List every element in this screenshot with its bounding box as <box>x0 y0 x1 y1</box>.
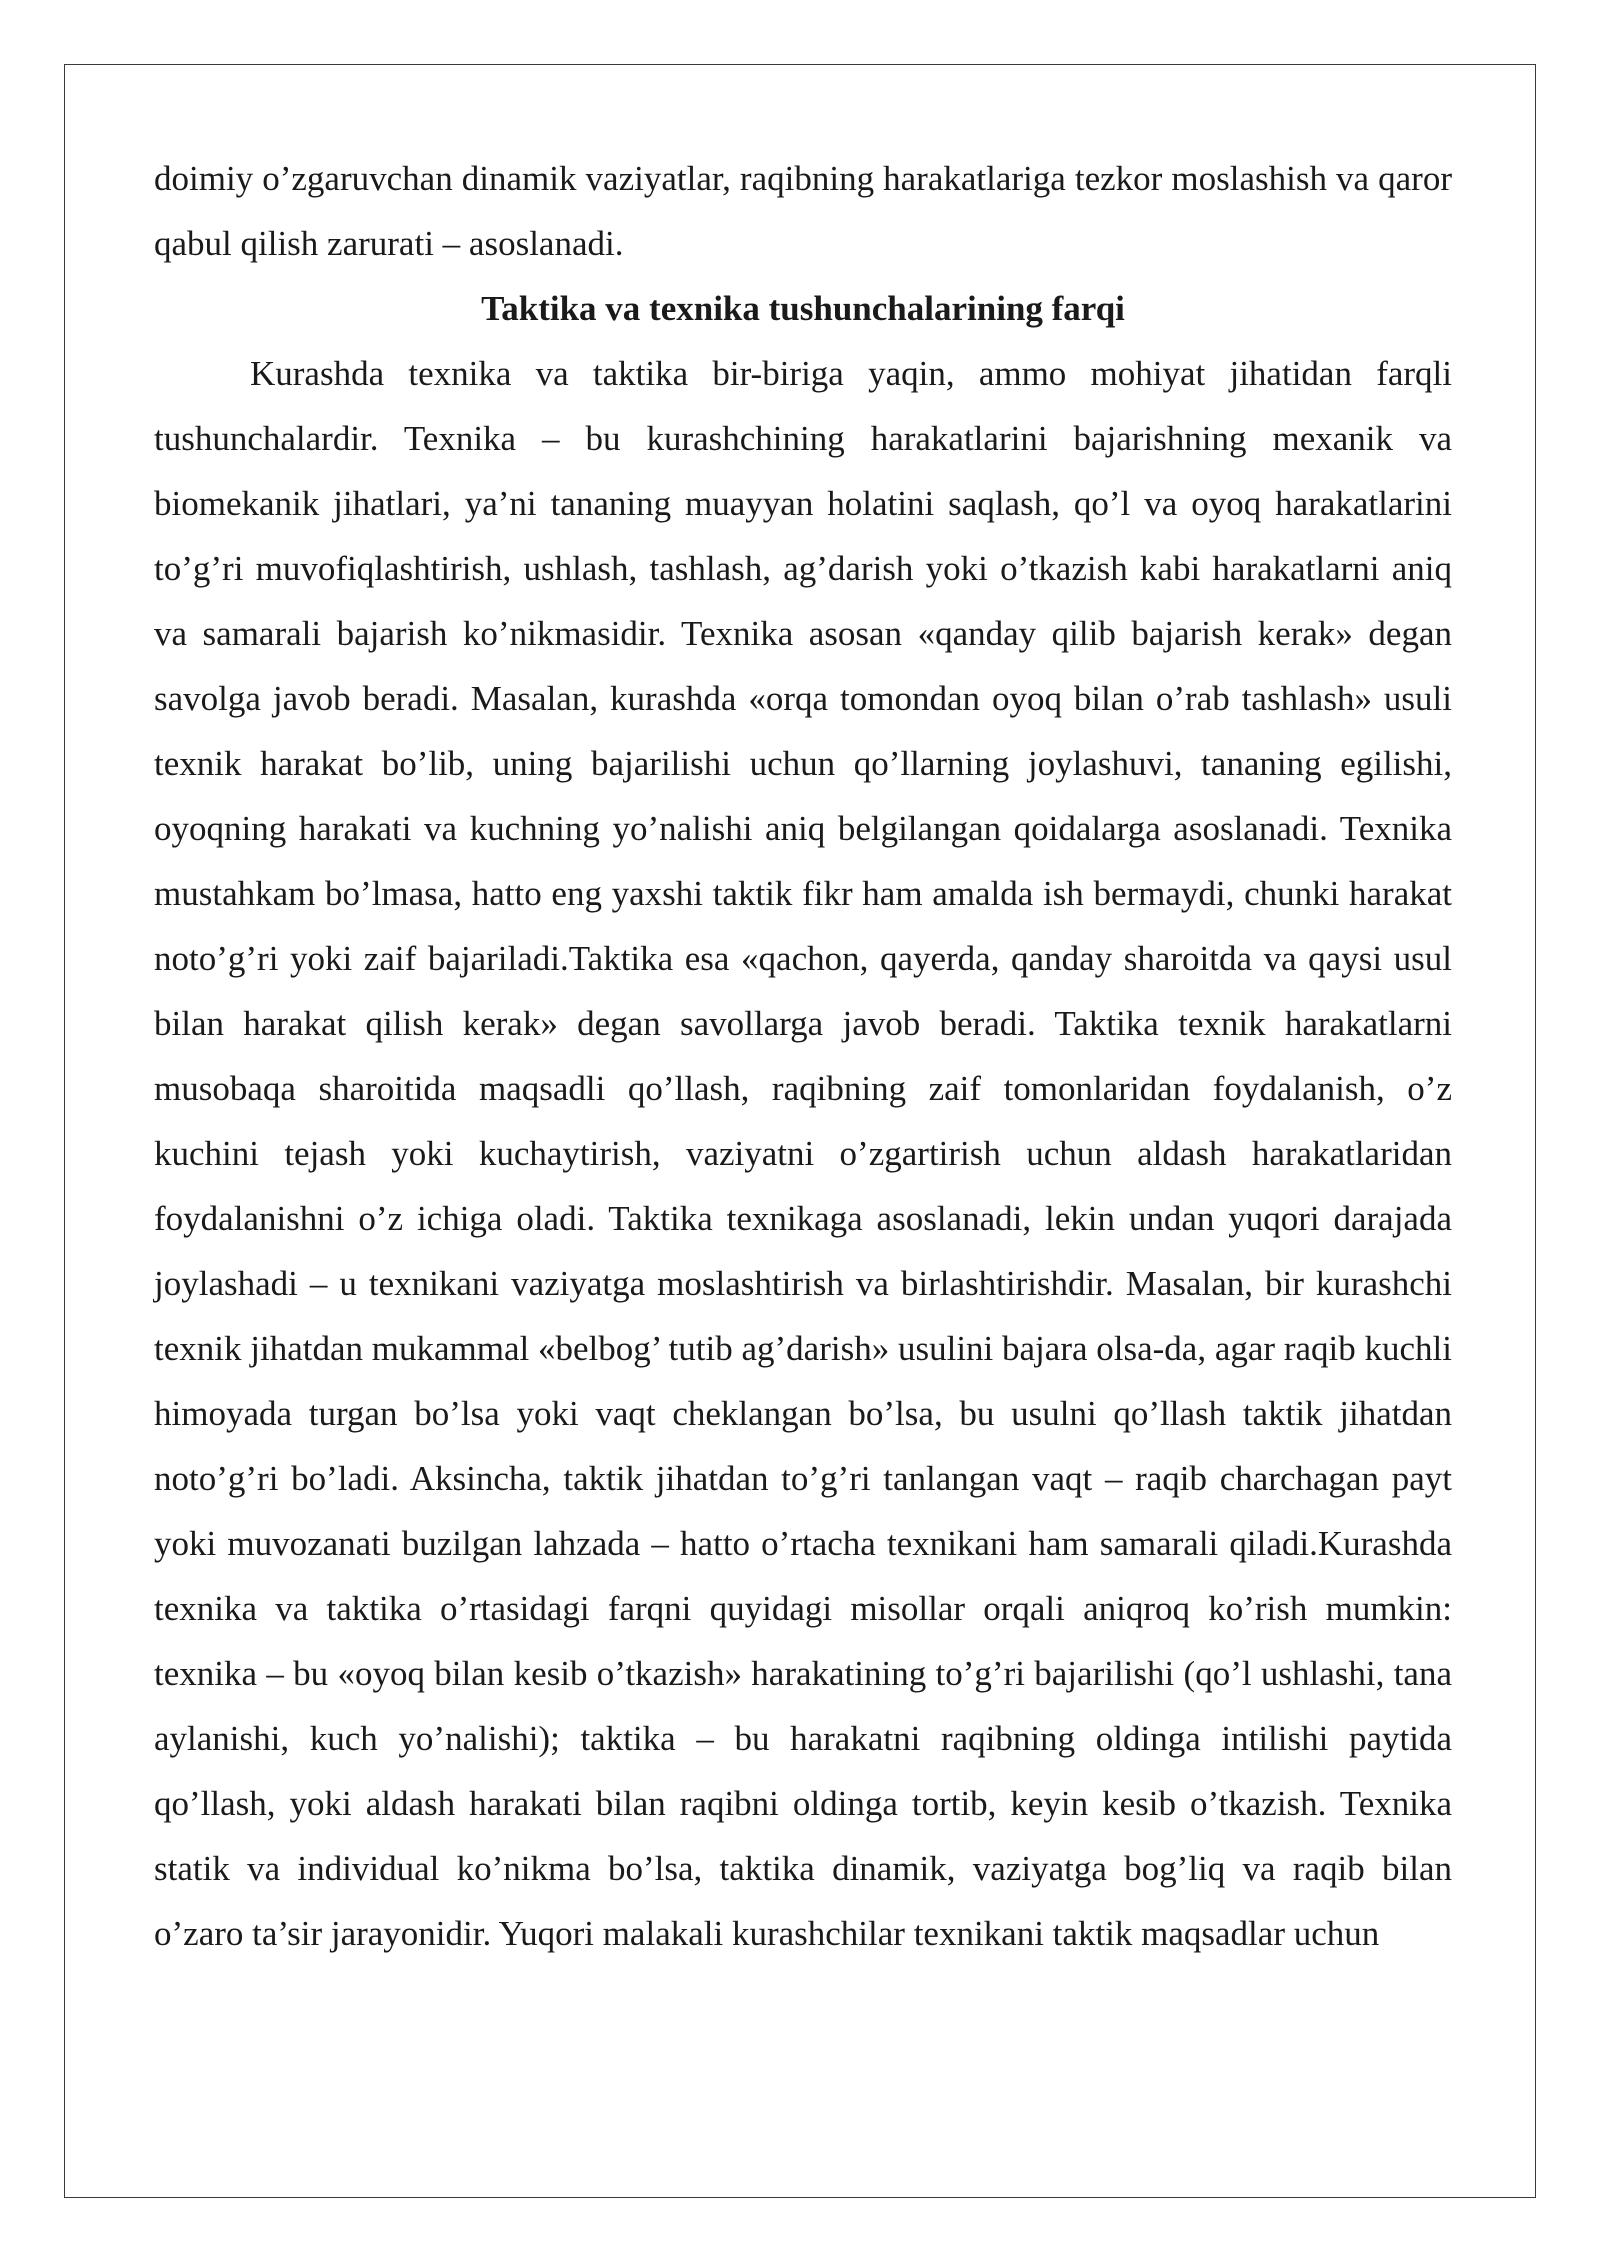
section-heading: Taktika va texnika tushunchalarining farqi <box>481 289 1125 328</box>
body-paragraph: Kurashda texnika va taktika bir-biriga yaqin, ammo mohiyat jihatidan farqli tushunchalardir. Texnika – bu kurashchining harakatlarini bajarishning mexanik va biomekanik jihatlari, ya’ni tananing muayyan holatini saqlash, qo’l va oyoq harakatlarini to’g’ri muvofiqlashtirish, ushlash, tashlash, ag’darish yoki o’tkazish kabi harakatlarni aniq va samarali bajarish ko’nikmasidir. Texnika asosan «qanday qilib bajarish kerak» degan savolga javob beradi. Masalan, kurashda «orqa tomondan oyoq bilan o’rab tashlash» usuli texnik harakat bo’lib, uning bajarilishi uchun qo’llarning joylashuvi, tananing egilishi, oyoqning harakati va kuchning yo’nalishi aniq belgilangan qoidalarga asoslanadi. Texnika mustahkam bo’lmasa, hatto eng yaxshi taktik fikr ham amalda ish bermaydi, chunki harakat noto’g’ri yoki zaif bajariladi.Taktika esa «qachon, qayerda, qanday sharoitda va qaysi usul bilan harakat qilish kerak» degan savollarga javob beradi. Taktika texnik harakatlarni musobaqa sharoitida maqsadli qo’llash, raqibning zaif tomonlaridan foydalanish, o’z kuchini tejash yoki kuchaytirish, vaziyatni o’zgartirish uchun aldash harakatlaridan foydalanishni o’z ichiga oladi. Taktika texnikaga asoslanadi, lekin undan yuqori darajada joylashadi – u texnikani vaziyatga moslashtirish va birlashtirishdir. Masalan, bir kurashchi texnik jihatdan mukammal «belbog’ tutib ag’darish» usulini bajara olsa-da, agar raqib kuchli himoyada turgan bo’lsa yoki vaqt cheklangan bo’lsa, bu usulni qo’llash taktik jihatdan noto’g’ri bo’ladi. Aksincha, taktik jihatdan to’g’ri tanlangan vaqt – raqib charchagan payt yoki muvozanati buzilgan lahzada – hatto o’rtacha texnikani ham samarali qiladi.Kurashda texnika va taktika o’rtasidagi farqni quyidagi misollar orqali aniqroq ko’rish mumkin: texnika – bu «oyoq bilan kesib o’tkazish» harakatining to’g’ri bajarilishi (qo’l ushlashi, tana aylanishi, kuch yo’nalishi); taktika – bu harakatni raqibning oldinga intilishi paytida qo’llash, yoki aldash harakati bilan raqibni oldinga tortib, keyin kesib o’tkazish. Texnika statik va individual ko’nikma bo’lsa, taktika dinamik, vaziyatga bog’liq va raqib bilan o’zaro ta’sir jarayonidir. Yuqori malakali kurashchilar texnikani taktik maqsadlar uchun <box>154 354 1452 1953</box>
document-body <box>154 146 1452 1966</box>
intro-paragraph: doimiy o’zgaruvchan dinamik vaziyatlar, raqibning harakatlariga tezkor moslashish va qaror qabul qilish zarurati – asoslanadi. <box>154 159 1452 263</box>
